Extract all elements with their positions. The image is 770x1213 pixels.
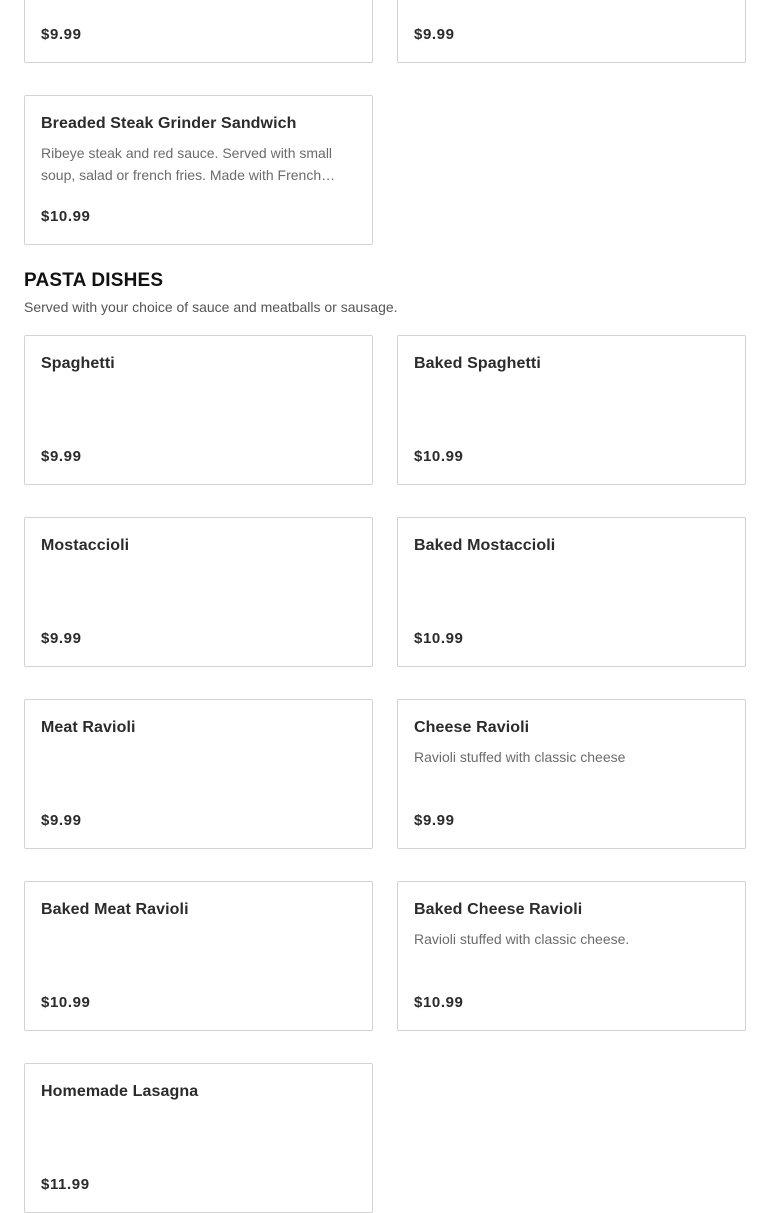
menu-item-card[interactable]	[397, 335, 746, 485]
menu-item-name: Baked Mostaccioli	[414, 537, 556, 554]
menu-item-card[interactable]	[397, 881, 746, 1031]
menu-item-card[interactable]	[397, 517, 746, 667]
menu-item-price: $9.99	[41, 448, 82, 465]
menu-item-card[interactable]	[24, 95, 373, 245]
menu-item-price: $10.99	[414, 630, 464, 647]
menu-item-name: Breaded Steak Grinder Sandwich	[41, 115, 297, 132]
menu-item-price: $11.99	[41, 1176, 90, 1193]
menu-item-name: Meat Ravioli	[41, 719, 136, 736]
menu-item-price: $9.99	[41, 26, 82, 43]
menu-item-description: Ravioli stuffed with classic cheese	[414, 749, 626, 765]
menu-item-price: $9.99	[41, 630, 82, 647]
section-subtitle: Served with your choice of sauce and meatballs or sausage.	[24, 299, 398, 315]
menu-item-price: $10.99	[414, 448, 464, 465]
menu-item-name: Mostaccioli	[41, 537, 130, 554]
menu-item-name: Baked Meat Ravioli	[41, 901, 189, 918]
menu-item-name: Cheese Ravioli	[414, 719, 530, 736]
menu-item-price: $9.99	[414, 812, 455, 829]
menu-item-price: $10.99	[41, 208, 91, 225]
menu-item-card[interactable]	[397, 699, 746, 849]
menu-item-card[interactable]	[24, 1063, 373, 1213]
menu-item-card[interactable]	[397, 0, 746, 63]
menu-item-name: Baked Spaghetti	[414, 355, 541, 372]
menu-item-description: Ravioli stuffed with classic cheese.	[414, 931, 630, 947]
menu-item-card[interactable]	[24, 699, 373, 849]
menu-item-price: $10.99	[41, 994, 91, 1011]
menu-item-card[interactable]	[24, 335, 373, 485]
menu-item-price: $10.99	[414, 994, 464, 1011]
menu-item-card[interactable]	[24, 517, 373, 667]
menu-item-name: Baked Cheese Ravioli	[414, 901, 583, 918]
menu-item-description: Ribeye steak and red sauce. Served with small soup, salad or french fries. Made with French…	[41, 145, 336, 183]
menu-item-name: Spaghetti	[41, 355, 115, 372]
menu-item-card[interactable]	[24, 881, 373, 1031]
menu-item-card[interactable]	[24, 0, 373, 63]
section-title: PASTA DISHES	[24, 270, 164, 291]
menu-item-price: $9.99	[414, 26, 455, 43]
menu-item-price: $9.99	[41, 812, 82, 829]
menu-item-name: Homemade Lasagna	[41, 1083, 199, 1100]
